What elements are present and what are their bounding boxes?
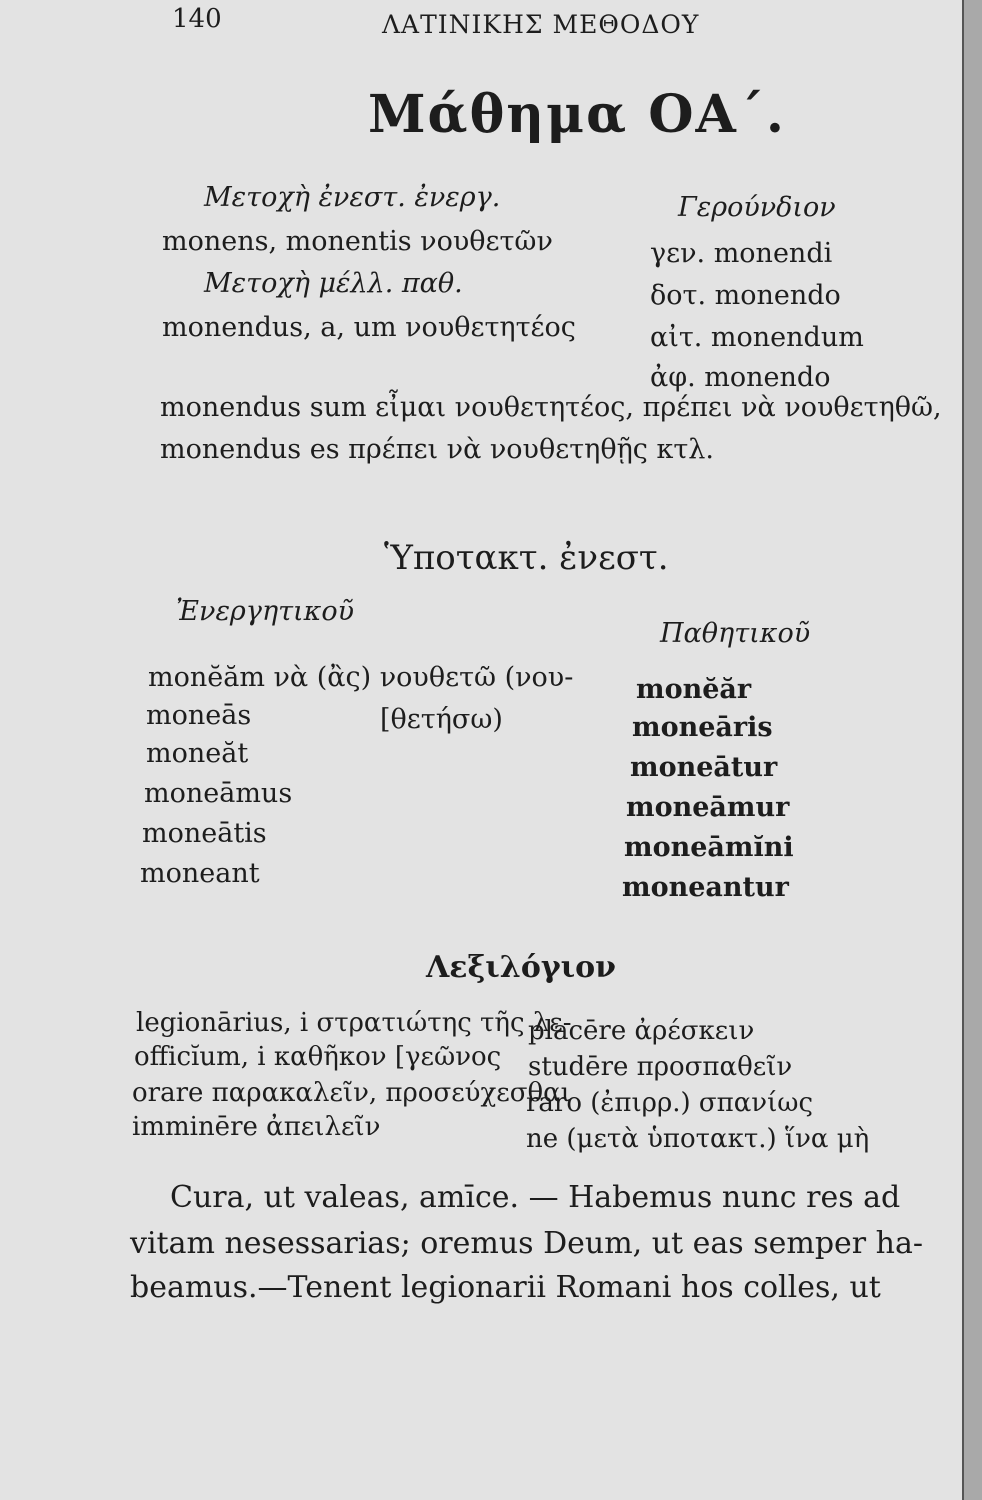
passive-form: monĕăr — [636, 674, 752, 705]
participle-future-line: monendus, a, um νουθετητέος — [162, 312, 576, 343]
active-form: moneātis — [142, 818, 267, 849]
active-form: moneant — [140, 858, 260, 889]
vocab-entry: legionārius, i στρατιώτης τῆς λε- — [136, 1008, 572, 1038]
active-form: moneās — [146, 700, 252, 731]
participle-present-heading: Μετοχὴ ἐνεστ. ἐνεργ. — [204, 182, 501, 213]
passive-form: moneāris — [632, 712, 773, 743]
page-edge — [964, 0, 982, 1500]
active-heading: Ἐνεργητικοῦ — [176, 596, 355, 627]
page-number: 140 — [172, 4, 222, 34]
lesson-title: Μάθημα ΟΑ΄. — [368, 84, 786, 145]
vocab-entry: raro (ἐπιρρ.) σπανίως — [526, 1088, 814, 1118]
active-gloss-end: [θετήσω) — [380, 704, 503, 735]
periphrastic-line: monendus es πρέπει νὰ νουθετηθῇς κτλ. — [160, 434, 714, 465]
gerund-heading: Γερούνδιον — [678, 192, 836, 223]
vocab-entry: ne (μετὰ ὑποτακτ.) ἵνα μὴ — [526, 1124, 870, 1154]
gerund-form: ἀφ. monendo — [650, 362, 831, 393]
active-form: moneăt — [146, 738, 249, 769]
exercise-line: beamus.—Tenent legionarii Romani hos colles, ut — [130, 1270, 881, 1305]
vocab-entry: imminēre ἀπειλεῖν — [132, 1112, 381, 1142]
participle-future-heading: Μετοχὴ μέλλ. παθ. — [204, 268, 463, 299]
gerund-form: αἰτ. monendum — [650, 322, 864, 353]
vocab-entry: orare παρακαλεῖν, προσεύχεσθαι — [132, 1078, 571, 1108]
vocabulary-heading: Λεξιλόγιον — [426, 950, 616, 985]
passive-form: moneāmur — [626, 792, 790, 823]
passive-form: moneantur — [622, 872, 789, 903]
gerund-form: δοτ. monendo — [650, 280, 841, 311]
vocab-entry: placēre ἀρέσκειν — [528, 1016, 755, 1046]
active-form: moneāmus — [144, 778, 293, 809]
passive-heading: Παθητικοῦ — [660, 618, 811, 649]
active-form: monĕăm νὰ (ἂς) νουθετῶ (νου- — [148, 662, 574, 693]
passive-form: moneāmĭni — [624, 832, 794, 863]
subjunctive-heading: Ὑποτακτ. ἐνεστ. — [384, 538, 669, 578]
vocab-entry: studēre προσπαθεῖν — [528, 1052, 793, 1082]
participle-present-line: monens, monentis νουθετῶν — [162, 226, 553, 257]
passive-form: moneātur — [630, 752, 778, 783]
vocab-entry: officĭum, i καθῆκον [γεῶνος — [134, 1042, 502, 1072]
running-title: ΛΑΤΙΝΙΚΗΣ ΜΕΘΟΔΟΥ — [382, 10, 700, 39]
exercise-line: vitam nesessarias; oremus Deum, ut eas semper ha- — [130, 1226, 923, 1261]
gerund-form: γεν. monendi — [650, 238, 833, 269]
periphrastic-line: monendus sum εἶμαι νουθετητέος, πρέπει νὰ νουθετηθῶ, — [160, 392, 942, 423]
exercise-line: Cura, ut valeas, amīce. — Habemus nunc res ad — [170, 1180, 901, 1215]
